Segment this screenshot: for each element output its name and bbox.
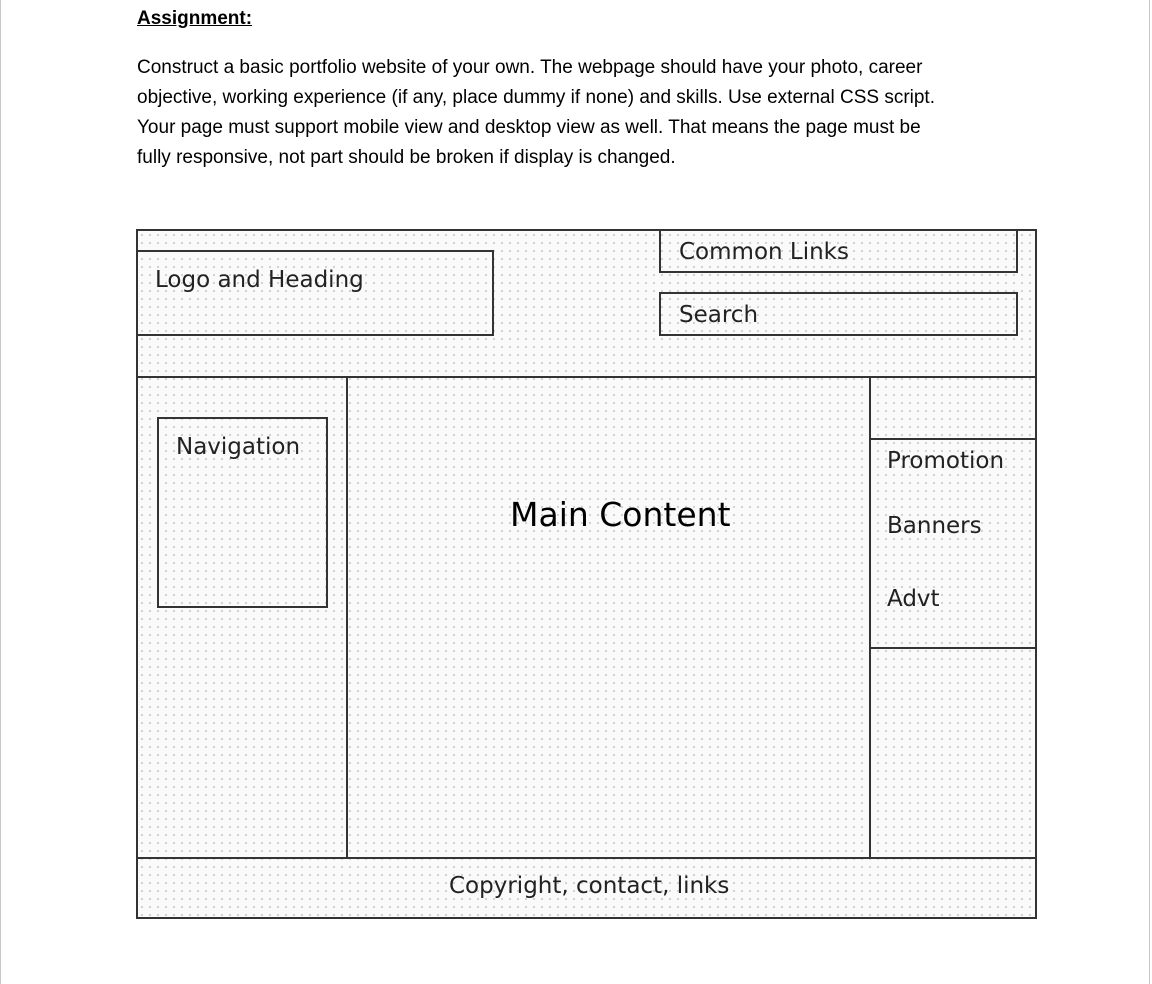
page-left-edge xyxy=(0,0,1,984)
footer-divider xyxy=(138,857,1035,859)
paragraph-line: Your page must support mobile view and desktop view as well. That means the page must be xyxy=(137,117,921,138)
paragraph-line: Construct a basic portfolio website of your own. The webpage should have your photo, career xyxy=(137,57,923,78)
common-links-label: Common Links xyxy=(679,239,849,265)
layout-wireframe xyxy=(136,229,1037,919)
assignment-heading: Assignment: xyxy=(137,8,253,29)
search-label: Search xyxy=(679,302,759,328)
navigation-label: Navigation xyxy=(176,434,301,460)
page-right-edge xyxy=(1149,0,1150,984)
header-divider xyxy=(138,376,1035,378)
assignment-paragraph xyxy=(137,53,1027,173)
sidebar-promo-bottom-divider xyxy=(869,647,1035,649)
banners-label: Banners xyxy=(887,513,982,539)
advt-label: Advt xyxy=(887,586,940,612)
footer-label: Copyright, contact, links xyxy=(449,873,730,899)
paragraph-line: fully responsive, not part should be broken if display is changed. xyxy=(137,147,676,168)
left-column-divider xyxy=(346,376,348,858)
right-column-divider xyxy=(869,376,871,858)
main-content-label: Main Content xyxy=(510,495,731,534)
logo-heading-label: Logo and Heading xyxy=(155,267,364,293)
paragraph-line: objective, working experience (if any, place dummy if none) and skills. Use external CSS script. xyxy=(137,87,935,108)
promotion-label: Promotion xyxy=(887,448,1005,474)
logo-heading-box xyxy=(136,250,494,336)
sidebar-promo-top-divider xyxy=(869,438,1035,440)
